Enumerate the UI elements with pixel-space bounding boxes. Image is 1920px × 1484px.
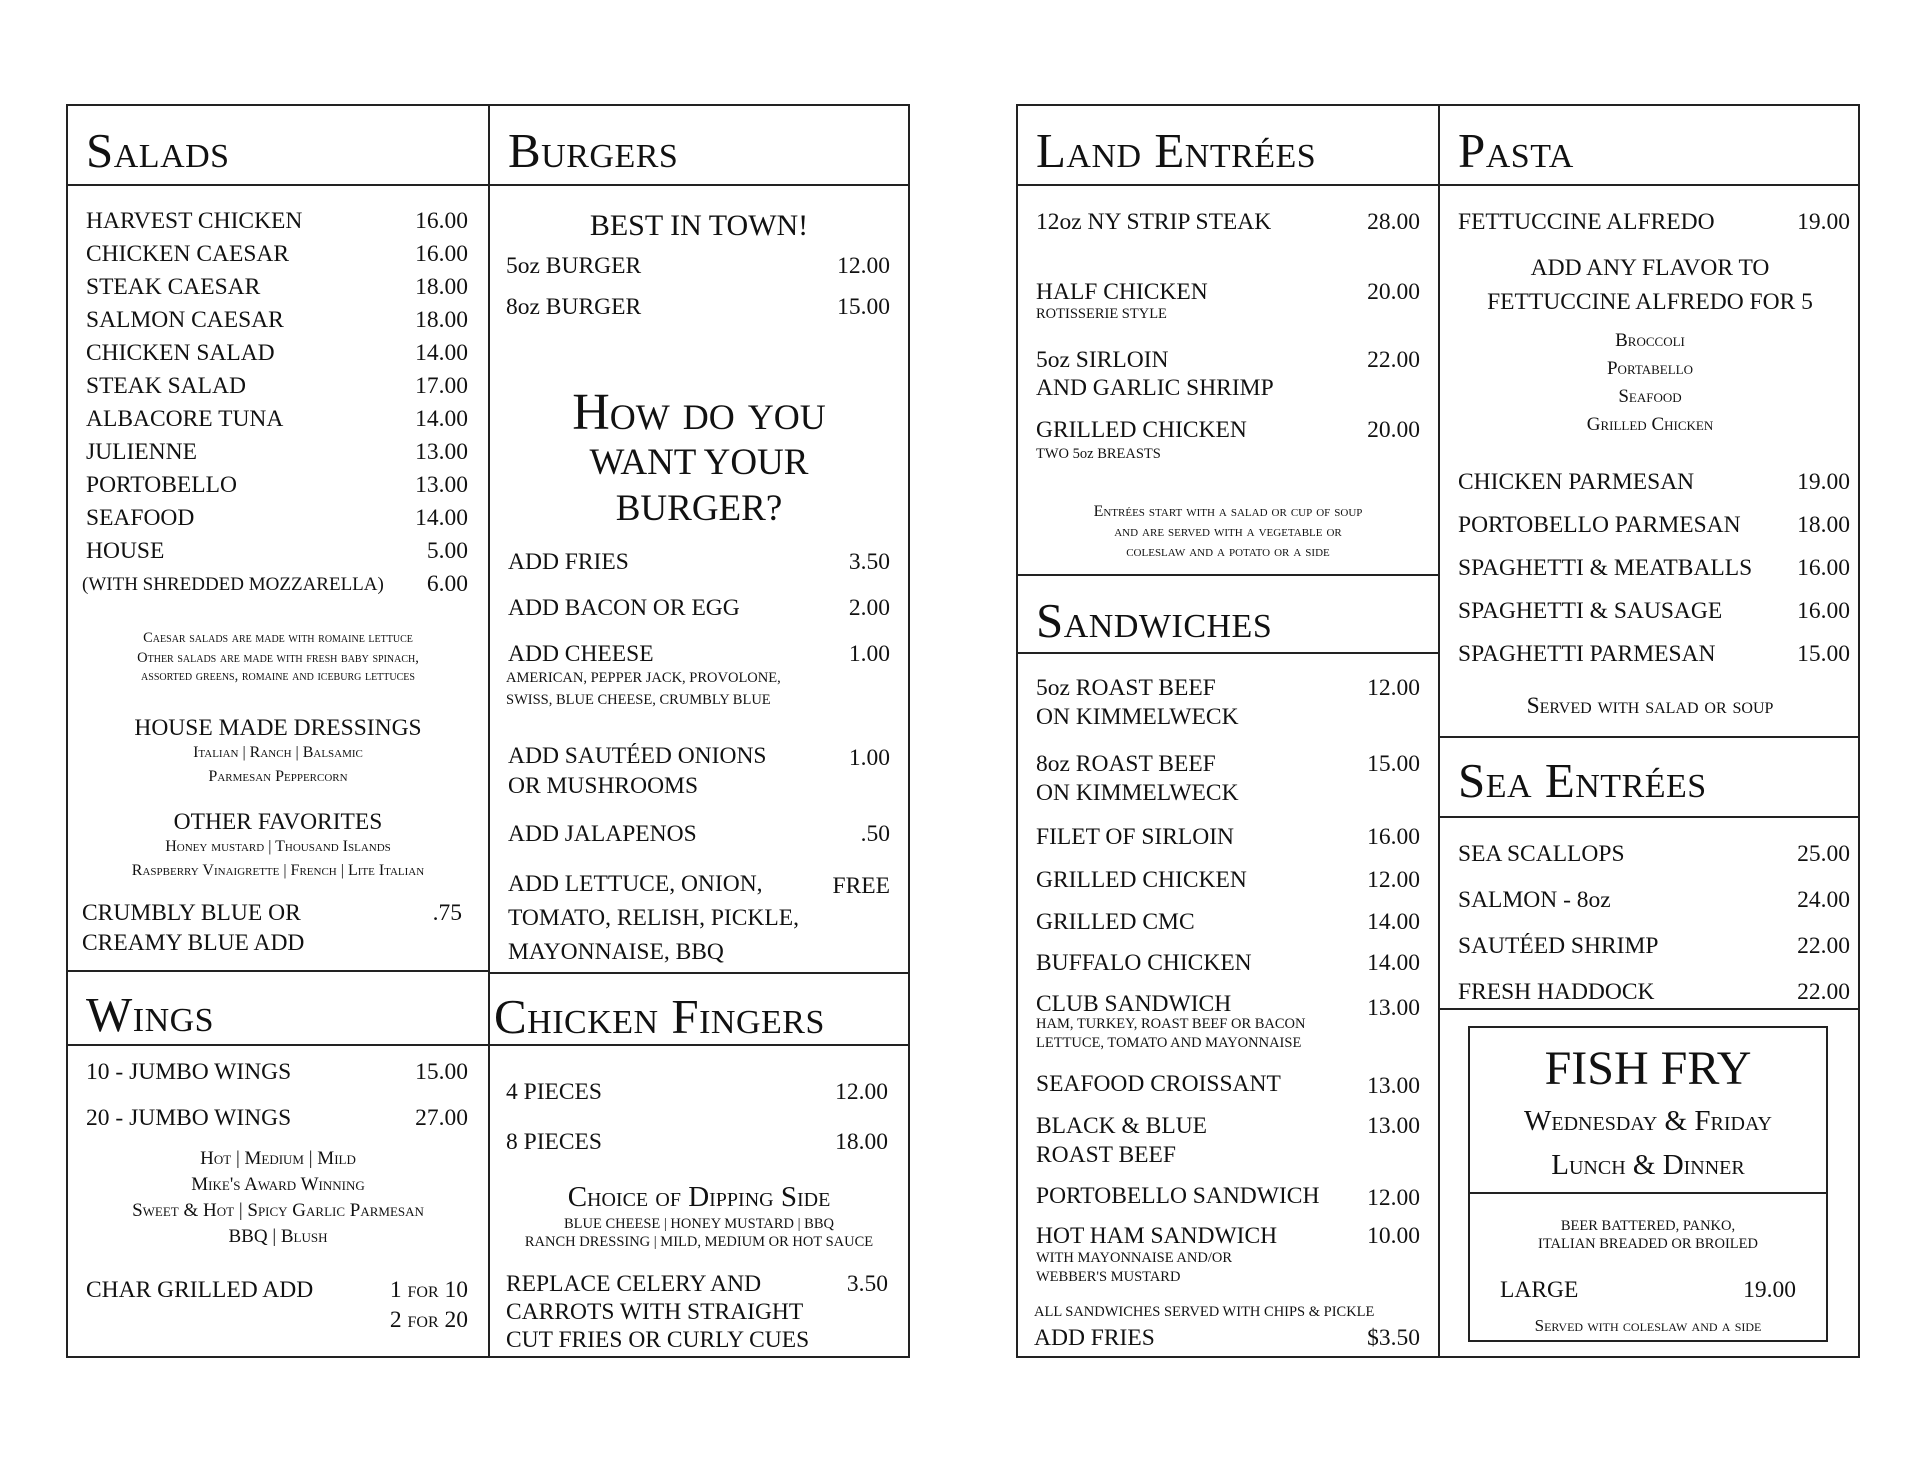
pasta-flavor-option: Broccoli <box>1615 330 1685 351</box>
menu-item-price: 13.00 <box>1367 1113 1420 1139</box>
pasta-title: Pasta <box>1458 123 1574 178</box>
menu-item-price: $3.50 <box>1367 1325 1420 1351</box>
addon-note: SWISS, BLUE CHEESE, CRUMBLY BLUE <box>506 692 771 708</box>
addon-name: OR MUSHROOMS <box>508 773 699 799</box>
menu-item-name: 10 - JUMBO WINGS <box>86 1059 292 1085</box>
chicken-fingers-section <box>490 974 908 1356</box>
menu-item-name: SPAGHETTI PARMESAN <box>1458 641 1716 667</box>
addon-name: MAYONNAISE, BBQ <box>508 939 724 965</box>
menu-item-price: 12.00 <box>1367 675 1420 701</box>
menu-item-price: 19.00 <box>1797 209 1850 235</box>
menu-item-price: 12.00 <box>835 1079 888 1105</box>
menu-item-price: 22.00 <box>1797 979 1850 1005</box>
menu-item-name: 4 PIECES <box>506 1079 602 1105</box>
menu-item-name: REPLACE CELERY AND <box>506 1271 762 1297</box>
menu-item-price: 2 for 20 <box>389 1307 468 1333</box>
menu-item-name: CHAR GRILLED ADD <box>86 1277 314 1303</box>
menu-item-price: 13.00 <box>415 472 468 498</box>
divider <box>1470 1192 1826 1194</box>
pasta-section <box>1440 106 1860 736</box>
fish-fry-meals: Lunch & Dinner <box>1551 1149 1745 1181</box>
menu-item-name: SEAFOOD CROISSANT <box>1036 1071 1281 1097</box>
favorites-list: Raspberry Vinaigrette | French | Lite Italian <box>131 862 425 879</box>
menu-item-name: ON KIMMELWECK <box>1036 704 1239 730</box>
pasta-flavor-option: Seafood <box>1618 386 1682 407</box>
menu-item-price: 13.00 <box>415 439 468 465</box>
menu-item-price: 18.00 <box>1797 512 1850 538</box>
menu-item-price: 15.00 <box>837 294 890 320</box>
menu-item-note: ROTISSERIE STYLE <box>1036 306 1167 322</box>
menu-item-name: FETTUCCINE ALFREDO <box>1458 209 1715 235</box>
menu-item-price: 16.00 <box>415 208 468 234</box>
menu-item-price: 13.00 <box>1367 1073 1420 1099</box>
addon-name: ADD CHEESE <box>508 641 654 667</box>
menu-item-name: 8 PIECES <box>506 1129 602 1155</box>
dressings-heading: HOUSE MADE DRESSINGS <box>134 715 422 741</box>
sandwich-note: ALL SANDWICHES SERVED WITH CHIPS & PICKLE <box>1034 1304 1375 1320</box>
menu-item-name: CARROTS WITH STRAIGHT <box>506 1299 804 1325</box>
menu-item-note: HAM, TURKEY, ROAST BEEF OR BACON <box>1036 1016 1306 1032</box>
menu-item-name: JULIENNE <box>86 439 197 465</box>
pasta-flavor-option: Grilled Chicken <box>1586 414 1714 435</box>
menu-item-name: PORTOBELLO PARMESAN <box>1458 512 1741 538</box>
salad-note: Caesar salads are made with romaine lettuce <box>143 630 413 646</box>
menu-item-name: CREAMY BLUE ADD <box>82 930 305 956</box>
menu-item-price: 24.00 <box>1797 887 1850 913</box>
addon-note: AMERICAN, PEPPER JACK, PROVOLONE, <box>506 670 781 686</box>
menu-item-price: 5.00 <box>426 538 468 564</box>
sea-entrees-section <box>1440 738 1860 1008</box>
menu-item-price: 18.00 <box>415 274 468 300</box>
favorites-list: Honey mustard | Thousand Islands <box>165 838 391 855</box>
menu-item-price: 6.00 <box>426 571 468 597</box>
menu-item-price: 22.00 <box>1797 933 1850 959</box>
menu-item-name: 5oz ROAST BEEF <box>1036 675 1216 701</box>
menu-item-name: ADD FRIES <box>1034 1325 1155 1351</box>
menu-item-name: 12oz NY STRIP STEAK <box>1036 209 1272 235</box>
pasta-flavor-option: Portabello <box>1606 358 1693 379</box>
pasta-flavor-note: ADD ANY FLAVOR TO <box>1530 255 1770 281</box>
addon-price: 1.00 <box>848 641 890 667</box>
menu-item-name: AND GARLIC SHRIMP <box>1036 375 1274 401</box>
burger-question: BURGER? <box>615 488 783 529</box>
burgers-section <box>490 106 908 972</box>
menu-item-note: TWO 5oz BREASTS <box>1036 446 1161 462</box>
menu-item-name: HARVEST CHICKEN <box>86 208 303 234</box>
addon-name: ADD FRIES <box>508 549 629 575</box>
sandwiches-title: Sandwiches <box>1036 593 1273 648</box>
menu-item-price: 15.00 <box>1797 641 1850 667</box>
wings-title: Wings <box>86 987 215 1042</box>
menu-item-name: STEAK SALAD <box>86 373 246 399</box>
menu-item-name: BLACK & BLUE <box>1036 1113 1208 1139</box>
addon-price: .50 <box>860 821 890 847</box>
wing-flavors: Mike's Award Winning <box>191 1174 365 1195</box>
menu-page-left <box>66 104 910 1358</box>
menu-item-name: GRILLED CHICKEN <box>1036 867 1247 893</box>
dressings-list: Parmesan Peppercorn <box>208 768 348 785</box>
sea-entrees-title: Sea Entrées <box>1458 753 1707 808</box>
burger-question: How do you <box>572 384 826 441</box>
wing-flavors: Sweet & Hot | Spicy Garlic Parmesan <box>132 1200 424 1221</box>
salad-note: assorted greens, romaine and iceburg lettuces <box>141 668 415 684</box>
menu-item-price: 1 for 10 <box>389 1277 468 1303</box>
addon-name: ADD JALAPENOS <box>508 821 697 847</box>
addon-name: ADD BACON OR EGG <box>508 595 740 621</box>
menu-item-name: 8oz ROAST BEEF <box>1036 751 1216 777</box>
menu-item-name: HALF CHICKEN <box>1036 279 1208 305</box>
pasta-flavor-note: FETTUCCINE ALFREDO FOR 5 <box>1487 289 1813 315</box>
menu-item-name: SALMON - 8oz <box>1458 887 1611 913</box>
menu-item-name: GRILLED CHICKEN <box>1036 417 1247 443</box>
menu-item-name: CHICKEN SALAD <box>86 340 275 366</box>
menu-item-name: PORTOBELLO <box>86 472 237 498</box>
entree-note: and are served with a vegetable or <box>1114 523 1342 540</box>
menu-item-name: CRUMBLY BLUE OR <box>82 900 301 926</box>
menu-item-price: 25.00 <box>1797 841 1850 867</box>
menu-item-name: HOT HAM SANDWICH <box>1036 1223 1278 1249</box>
menu-item-price: 27.00 <box>415 1105 468 1131</box>
favorites-heading: OTHER FAVORITES <box>173 809 383 835</box>
menu-item-name: FRESH HADDOCK <box>1458 979 1655 1005</box>
menu-item-price: 18.00 <box>415 307 468 333</box>
menu-page-right <box>1016 104 1860 1358</box>
menu-item-price: 12.00 <box>837 253 890 279</box>
menu-item-name: GRILLED CMC <box>1036 909 1195 935</box>
menu-item-name: CUT FRIES OR CURLY CUES <box>506 1327 810 1353</box>
menu-item-price: 20.00 <box>1367 417 1420 443</box>
menu-item-note: WEBBER'S MUSTARD <box>1036 1269 1181 1285</box>
fish-fry-days: Wednesday & Friday <box>1524 1105 1772 1137</box>
menu-item-name: CLUB SANDWICH <box>1036 991 1232 1017</box>
menu-item-price: 13.00 <box>1367 995 1420 1021</box>
pasta-served-note: Served with salad or soup <box>1526 693 1774 719</box>
addon-name: ADD SAUTÉED ONIONS <box>508 743 767 769</box>
menu-item-price: 16.00 <box>415 241 468 267</box>
menu-item-name: STEAK CAESAR <box>86 274 261 300</box>
menu-item-name: SEAFOOD <box>86 505 195 531</box>
menu-item-name: SALMON CAESAR <box>86 307 284 333</box>
addon-price: 1.00 <box>848 745 890 771</box>
menu-item-name: CHICKEN PARMESAN <box>1458 469 1695 495</box>
entree-note: coleslaw and a potato or a side <box>1126 543 1330 560</box>
addon-price: 3.50 <box>848 549 890 575</box>
menu-item-price: 19.00 <box>1743 1277 1796 1303</box>
menu-item-price: 18.00 <box>835 1129 888 1155</box>
addon-price: 2.00 <box>848 595 890 621</box>
menu-item-name: HOUSE <box>86 538 165 564</box>
menu-item-price: 15.00 <box>415 1059 468 1085</box>
wings-section <box>68 972 488 1356</box>
menu-item-name: FILET OF SIRLOIN <box>1036 824 1235 850</box>
land-entrees-section <box>1018 106 1438 574</box>
chicken-fingers-title: Chicken Fingers <box>494 989 825 1044</box>
menu-item-price: 12.00 <box>1367 867 1420 893</box>
menu-item-name: PORTOBELLO SANDWICH <box>1036 1183 1320 1209</box>
menu-item-price: 14.00 <box>1367 909 1420 935</box>
addon-name: ADD LETTUCE, ONION, <box>508 871 763 897</box>
menu-item-price: 19.00 <box>1797 469 1850 495</box>
menu-item-name: 20 - JUMBO WINGS <box>86 1105 292 1131</box>
land-entrees-title: Land Entrées <box>1036 123 1317 178</box>
menu-item-price: 14.00 <box>415 340 468 366</box>
salad-note: Other salads are made with fresh baby spinach, <box>137 650 419 666</box>
fish-fry-note: ITALIAN BREADED OR BROILED <box>1538 1236 1758 1252</box>
menu-item-name: SEA SCALLOPS <box>1458 841 1625 867</box>
salads-title: Salads <box>86 123 230 178</box>
menu-item-price: 20.00 <box>1367 279 1420 305</box>
menu-item-price: 28.00 <box>1367 209 1420 235</box>
menu-item-price: 15.00 <box>1367 751 1420 777</box>
menu-item-price: 22.00 <box>1367 347 1420 373</box>
menu-item-price: .75 <box>432 900 462 926</box>
fish-fry-title: FISH FRY <box>1544 1042 1752 1095</box>
menu-item-price: 16.00 <box>1797 555 1850 581</box>
menu-item-name: (WITH SHREDDED MOZZARELLA) <box>82 574 384 595</box>
menu-item-price: 16.00 <box>1797 598 1850 624</box>
fish-fry-note: BEER BATTERED, PANKO, <box>1560 1218 1736 1234</box>
menu-item-name: BUFFALO CHICKEN <box>1036 950 1252 976</box>
menu-item-name: SPAGHETTI & MEATBALLS <box>1458 555 1753 581</box>
addon-price: FREE <box>832 873 890 899</box>
menu-item-name: ON KIMMELWECK <box>1036 780 1239 806</box>
menu-item-name: 5oz SIRLOIN <box>1036 347 1169 373</box>
menu-item-name: 8oz BURGER <box>506 294 642 320</box>
dipping-heading: Choice of Dipping Side <box>567 1181 831 1213</box>
menu-item-price: 3.50 <box>846 1271 888 1297</box>
addon-name: TOMATO, RELISH, PICKLE, <box>508 905 799 931</box>
dipping-options: BLUE CHEESE | HONEY MUSTARD | BBQ <box>564 1216 834 1232</box>
menu-item-price: 14.00 <box>415 505 468 531</box>
menu-item-price: 10.00 <box>1367 1223 1420 1249</box>
wing-flavors: Hot | Medium | Mild <box>200 1148 356 1169</box>
menu-item-name: SAUTÉED SHRIMP <box>1458 933 1659 959</box>
sandwiches-section <box>1018 576 1438 1356</box>
wing-flavors: BBQ | Blush <box>228 1226 328 1247</box>
menu-item-price: 16.00 <box>1367 824 1420 850</box>
menu-item-name: SPAGHETTI & SAUSAGE <box>1458 598 1723 624</box>
menu-item-price: 12.00 <box>1367 1185 1420 1211</box>
dipping-options: RANCH DRESSING | MILD, MEDIUM OR HOT SAUCE <box>524 1234 874 1250</box>
menu-item-price: 14.00 <box>1367 950 1420 976</box>
menu-item-name: ALBACORE TUNA <box>86 406 284 432</box>
fish-fry-served: Served with coleslaw and a side <box>1534 1316 1762 1335</box>
menu-item-name: ROAST BEEF <box>1036 1142 1176 1168</box>
dressings-list: Italian | Ranch | Balsamic <box>193 744 363 761</box>
menu-item-price: 17.00 <box>415 373 468 399</box>
fish-fry-box <box>1468 1026 1828 1342</box>
menu-item-note: WITH MAYONNAISE AND/OR <box>1036 1250 1233 1266</box>
entree-note: Entrées start with a salad or cup of soup <box>1093 503 1363 520</box>
burgers-title: Burgers <box>508 123 679 178</box>
burger-question: WANT YOUR <box>589 442 809 483</box>
divider <box>1440 1008 1860 1010</box>
menu-item-price: 14.00 <box>415 406 468 432</box>
menu-item-note: LETTUCE, TOMATO AND MAYONNAISE <box>1036 1035 1302 1051</box>
burgers-tagline: BEST IN TOWN! <box>589 209 809 242</box>
menu-item-name: CHICKEN CAESAR <box>86 241 290 267</box>
menu-item-name: LARGE <box>1500 1277 1579 1303</box>
salads-section <box>68 106 488 970</box>
menu-item-name: 5oz BURGER <box>506 253 642 279</box>
